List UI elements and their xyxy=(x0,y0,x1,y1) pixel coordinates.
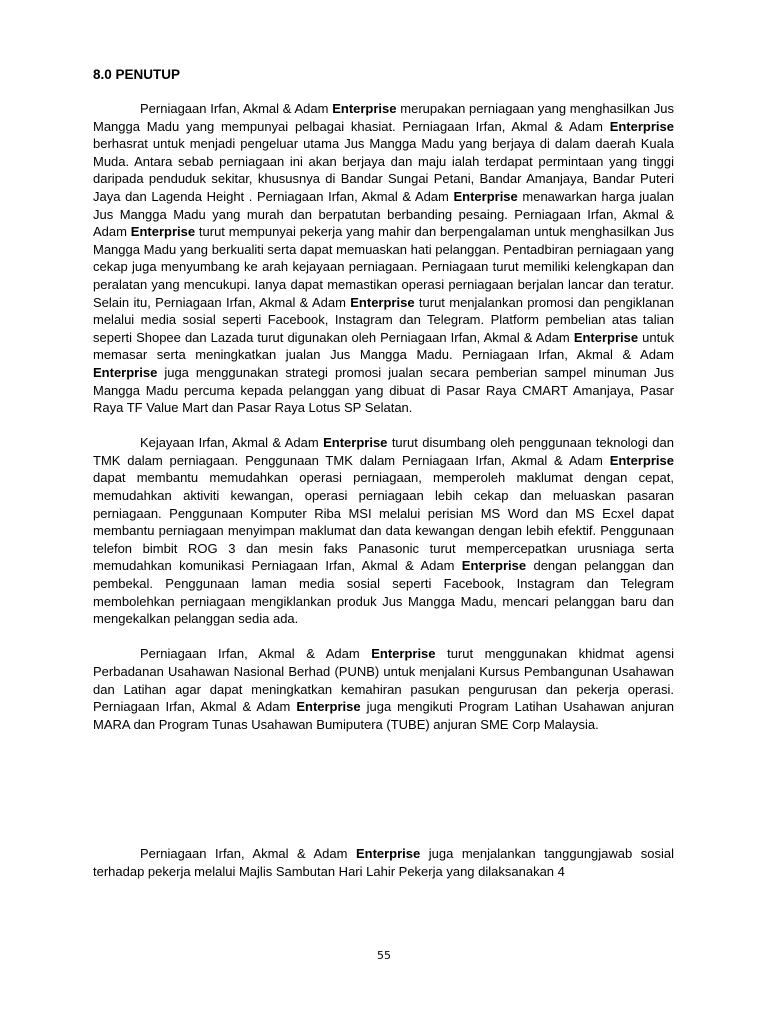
text-run: berhasrat untuk menjadi pengeluar utama Jus Mangga Madu yang berjaya di dalam daerah Kuala Muda. Antara sebab perniagaan ini akan berjaya dan maju ialah terdapat permintaan yang tinggi daripada penduduk sekitar, khususnya di Bandar Sungai Petani, Bandar Amanjaya, Bandar Puteri Jaya dan Lagenda Height . Perniagaan Irfan, Akmal & Adam xyxy=(93,136,674,204)
bold-term: Enterprise xyxy=(573,329,639,345)
text-run: juga mengikuti Program Latihan Usahawan anjuran MARA dan Program Tunas Usahawan Bumiputera (TUBE) anjuran SME Corp Malaysia. xyxy=(93,699,675,732)
bold-term: Enterprise xyxy=(453,188,518,204)
text-run: turut disumbang oleh penggunaan teknologi dan TMK dalam perniagaan. Penggunaan TMK dalam Perniagaan Irfan, Akmal & Adam xyxy=(93,435,674,468)
bold-term: Enterprise xyxy=(371,646,436,662)
text-run: Perniagaan Irfan, Akmal & Adam xyxy=(140,845,356,861)
text-run: Perniagaan Irfan, Akmal & Adam xyxy=(140,646,372,662)
text-run: turut mempunyai pekerja yang mahir dan berpengalaman untuk menghasilkan Jus Mangga Madu yang berkualiti serta dapat memuaskan hati pelanggan. Pentadbiran perniagaan yang cekap juga menyumbang ke arah kejayaan perniagaan. Perniagaan turut memiliki kelengkapan dan peralatan yang mencukupi. Ianya dapat memastikan operasi perniagaan berjalan lancar dan teratur. Selain itu, Perniagaan Irfan, Akmal & Adam xyxy=(93,224,674,310)
bold-term: Enterprise xyxy=(609,118,674,134)
text-run: turut menjalankan promosi dan pengiklanan melalui media sosial seperti Facebook, Instagram dan Telegram. Platform pembelian atas talian seperti Shopee dan Lazada turut digunakan oleh Perniagaan Irfan, Akmal & Adam xyxy=(93,294,674,345)
text-run: menawarkan harga jualan Jus Mangga Madu yang murah dan berpatutan berbanding pesaing. Perniagaan Irfan, Akmal & Adam xyxy=(93,188,674,240)
text-run: dengan pelanggan dan pembekal. Penggunaan laman media sosial seperti Facebook, Instagram dan Telegram membolehkan perniagaan mengiklankan produk Jus Mangga Madu, mencari pelanggan baru dan mengekalkan pelanggan sedia ada. xyxy=(93,558,675,627)
bold-term: Enterprise xyxy=(609,452,674,468)
paragraph-3 xyxy=(93,645,674,733)
blank-space xyxy=(93,751,674,845)
text-run: untuk memasar serta meningkatkan jualan Jus Mangga Madu. Perniagaan Irfan, Akmal & Adam xyxy=(93,329,674,363)
document-page xyxy=(93,66,674,898)
bold-term: Enterprise xyxy=(461,558,527,574)
bold-term: Enterprise xyxy=(93,364,158,380)
paragraph-1 xyxy=(93,100,674,417)
text-run: Perniagaan Irfan, Akmal & Adam xyxy=(140,101,333,116)
paragraph-4 xyxy=(93,845,674,880)
text-run: juga menggunakan strategi promosi jualan secara pemberian sampel minuman Jus Mangga Madu percuma kepada pelanggan yang dibuat di Pasar Raya CMART Amanjaya, Pasar Raya TF Value Mart dan Pasar Raya Lotus SP Selatan. xyxy=(93,364,674,416)
bold-term: Enterprise xyxy=(355,845,421,861)
section-heading: 8.0 PENUTUP xyxy=(93,67,181,82)
bold-term: Enterprise xyxy=(332,101,397,116)
text-run: turut menggunakan khidmat agensi Perbadanan Usahawan Nasional Berhad (PUNB) untuk menjalani Kursus Pembangunan Usahawan dan Latihan agar dapat meningkatkan kemahiran pasukan pengurusan dan pekerja operasi. Perniagaan Irfan, Akmal & Adam xyxy=(93,646,674,715)
bold-term: Enterprise xyxy=(296,699,361,715)
bold-term: Enterprise xyxy=(323,435,388,451)
text-run: merupakan perniagaan yang menghasilkan Jus Mangga Madu yang mempunyai pelbagai khasiat. Perniagaan Irfan, Akmal & Adam xyxy=(93,101,675,134)
bold-term: Enterprise xyxy=(130,224,196,240)
text-run: juga menjalankan tanggungjawab sosial terhadap pekerja melalui Majlis Sambutan Hari Lahir Pekerja yang dilaksanakan 4 xyxy=(93,845,674,879)
page-number: 55 xyxy=(377,949,391,962)
bold-term: Enterprise xyxy=(350,294,415,310)
text-run: Kejayaan Irfan, Akmal & Adam xyxy=(140,435,324,451)
paragraph-2 xyxy=(93,434,674,628)
text-run: dapat membantu memudahkan operasi perniagaan, memperoleh maklumat dengan cepat, memudahkan aktiviti kewangan, operasi perniagaan lebih cekap dan meluaskan pasaran perniagaan. Penggunaan Komputer Riba MSI melalui perisian MS Word dan MS Ecxel dapat membantu perniagaan menyimpan maklumat dan data kewangan dengan lebih efektif. Penggunaan telefon bimbit ROG 3 dan mesin faks Panasonic turut mempercepatkan urusniaga serta memudahkan komunikasi Perniagaan Irfan, Akmal & Adam xyxy=(93,470,674,574)
